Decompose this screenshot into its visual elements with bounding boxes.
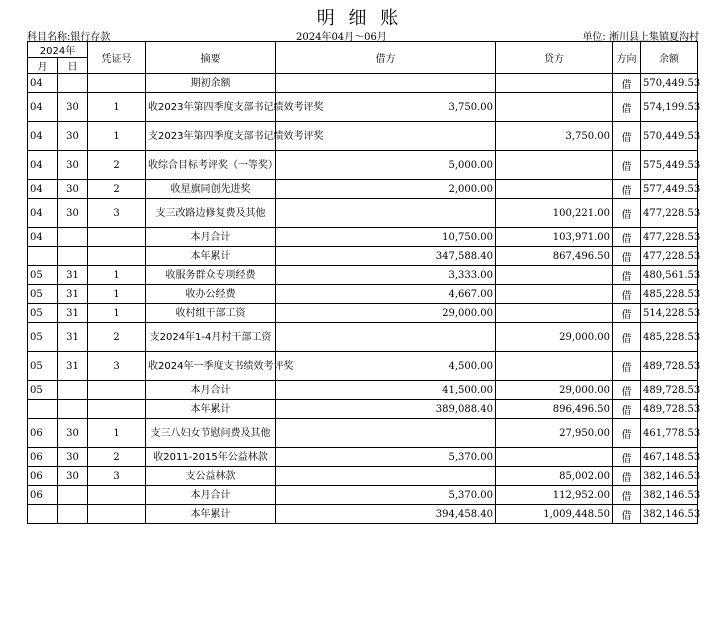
summary-cell: 本月合计 (146, 228, 276, 247)
month-cell: 05 (28, 304, 58, 323)
table-row (28, 505, 698, 524)
ledger-body (28, 74, 701, 524)
day-cell (58, 228, 88, 247)
balance-cell: 577,449.53 (641, 180, 698, 199)
credit-cell: 3,750.00 (496, 122, 613, 151)
summary-cell: 支三改路边修复费及其他 (146, 199, 276, 228)
ledger-unit: 单位: 淅川县上集镇夏沟村 (582, 32, 699, 43)
voucher-cell: 3 (88, 467, 146, 486)
credit-cell (496, 93, 613, 122)
table-row (28, 323, 698, 352)
voucher-cell: 1 (88, 122, 146, 151)
month-cell: 04 (28, 151, 58, 180)
credit-cell: 29,000.00 (496, 381, 613, 400)
balance-cell: 489,728.53 (641, 352, 698, 381)
summary-cell: 支公益林款 (146, 467, 276, 486)
month-cell: 05 (28, 285, 58, 304)
balance-cell: 485,228.53 (641, 323, 698, 352)
direction-cell: 借 (613, 381, 641, 400)
balance-cell: 575,449.53 (641, 151, 698, 180)
balance-cell: 382,146.53 (641, 505, 698, 524)
credit-cell: 100,221.00 (496, 199, 613, 228)
day-cell: 31 (58, 304, 88, 323)
credit-cell: 896,496.50 (496, 400, 613, 419)
debit-cell (276, 199, 496, 228)
debit-cell (276, 419, 496, 448)
month-cell: 05 (28, 381, 58, 400)
direction-cell: 借 (613, 228, 641, 247)
debit-cell: 5,370.00 (276, 448, 496, 467)
debit-cell: 3,333.00 (276, 266, 496, 285)
direction-cell: 借 (613, 180, 641, 199)
table-row (28, 467, 698, 486)
credit-cell: 27,950.00 (496, 419, 613, 448)
voucher-cell: 2 (88, 180, 146, 199)
month-cell: 06 (28, 486, 58, 505)
month-cell: 04 (28, 122, 58, 151)
debit-cell (276, 323, 496, 352)
voucher-header: 凭证号 (88, 42, 146, 74)
credit-cell: 112,952.00 (496, 486, 613, 505)
balance-cell: 480,561.53 (641, 266, 698, 285)
voucher-cell (88, 228, 146, 247)
voucher-cell (88, 505, 146, 524)
balance-cell: 477,228.53 (641, 247, 698, 266)
summary-cell: 本月合计 (146, 486, 276, 505)
voucher-cell: 2 (88, 448, 146, 467)
balance-cell: 485,228.53 (641, 285, 698, 304)
summary-cell: 收2011-2015年公益林款 (146, 448, 276, 467)
voucher-cell: 3 (88, 352, 146, 381)
day-cell: 30 (58, 199, 88, 228)
direction-cell: 借 (613, 93, 641, 122)
credit-cell: 1,009,448.50 (496, 505, 613, 524)
voucher-cell: 1 (88, 285, 146, 304)
month-cell: 05 (28, 352, 58, 381)
summary-header: 摘要 (146, 42, 276, 74)
credit-cell (496, 266, 613, 285)
debit-cell: 389,088.40 (276, 400, 496, 419)
day-cell: 30 (58, 448, 88, 467)
balance-cell: 477,228.53 (641, 199, 698, 228)
summary-cell: 期初余额 (146, 74, 276, 93)
month-cell: 04 (28, 199, 58, 228)
direction-cell: 借 (613, 304, 641, 323)
table-row (28, 180, 698, 199)
debit-cell: 3,750.00 (276, 93, 496, 122)
summary-cell: 本月合计 (146, 381, 276, 400)
day-cell (58, 381, 88, 400)
debit-cell: 41,500.00 (276, 381, 496, 400)
credit-cell: 85,002.00 (496, 467, 613, 486)
day-cell: 31 (58, 266, 88, 285)
debit-cell: 394,458.40 (276, 505, 496, 524)
day-cell: 30 (58, 151, 88, 180)
voucher-cell (88, 381, 146, 400)
credit-cell (496, 151, 613, 180)
month-cell: 04 (28, 74, 58, 93)
table-row (28, 400, 698, 419)
month-cell: 06 (28, 419, 58, 448)
summary-cell: 本年累计 (146, 400, 276, 419)
credit-cell: 29,000.00 (496, 323, 613, 352)
direction-cell: 借 (613, 448, 641, 467)
direction-cell: 借 (613, 122, 641, 151)
debit-cell (276, 74, 496, 93)
balance-cell: 489,728.53 (641, 400, 698, 419)
summary-cell: 本年累计 (146, 505, 276, 524)
balance-cell: 570,449.53 (641, 122, 698, 151)
day-cell (58, 486, 88, 505)
direction-cell: 借 (613, 199, 641, 228)
direction-cell: 借 (613, 352, 641, 381)
credit-cell (496, 448, 613, 467)
credit-cell (496, 304, 613, 323)
table-row (28, 486, 698, 505)
month-cell: 04 (28, 228, 58, 247)
credit-cell (496, 352, 613, 381)
balance-cell: 570,449.53 (641, 74, 698, 93)
table-row (28, 93, 698, 122)
table-row (28, 352, 698, 381)
month-cell (28, 505, 58, 524)
debit-cell: 5,370.00 (276, 486, 496, 505)
voucher-cell (88, 247, 146, 266)
day-cell (58, 74, 88, 93)
direction-cell: 借 (613, 247, 641, 266)
voucher-cell: 2 (88, 323, 146, 352)
table-row (28, 228, 698, 247)
summary-cell: 本年累计 (146, 247, 276, 266)
voucher-cell: 1 (88, 93, 146, 122)
month-cell: 06 (28, 467, 58, 486)
voucher-cell (88, 400, 146, 419)
day-header: 日 (58, 58, 88, 74)
credit-cell: 103,971.00 (496, 228, 613, 247)
table-row (28, 247, 698, 266)
balance-header: 余额 (641, 42, 698, 74)
day-cell: 31 (58, 323, 88, 352)
day-cell (58, 247, 88, 266)
ledger-period: 2024年04月～06月 (296, 32, 387, 43)
direction-cell: 借 (613, 505, 641, 524)
direction-cell: 借 (613, 151, 641, 180)
balance-cell: 382,146.53 (641, 467, 698, 486)
summary-cell: 收星旗同创先进奖 (146, 180, 276, 199)
balance-cell: 489,728.53 (641, 381, 698, 400)
voucher-cell: 1 (88, 266, 146, 285)
month-cell: 04 (28, 93, 58, 122)
direction-cell: 借 (613, 400, 641, 419)
month-cell: 06 (28, 448, 58, 467)
month-cell (28, 247, 58, 266)
table-row (28, 199, 698, 228)
direction-cell: 借 (613, 266, 641, 285)
summary-cell: 支三八妇女节慰问费及其他 (146, 419, 276, 448)
voucher-cell: 1 (88, 419, 146, 448)
year-header: 2024年 (28, 42, 88, 58)
table-row (28, 122, 698, 151)
month-cell (28, 400, 58, 419)
debit-cell: 4,500.00 (276, 352, 496, 381)
table-row (28, 266, 698, 285)
credit-cell (496, 285, 613, 304)
table-row (28, 419, 698, 448)
day-cell: 30 (58, 122, 88, 151)
direction-cell: 借 (613, 419, 641, 448)
voucher-cell: 3 (88, 199, 146, 228)
summary-cell: 支2023年第四季度支部书记绩效考评奖 (146, 122, 276, 151)
voucher-cell: 1 (88, 304, 146, 323)
debit-cell: 10,750.00 (276, 228, 496, 247)
month-header: 月 (28, 58, 58, 74)
voucher-cell (88, 74, 146, 93)
day-cell (58, 505, 88, 524)
debit-cell: 347,588.40 (276, 247, 496, 266)
debit-cell: 2,000.00 (276, 180, 496, 199)
month-cell: 05 (28, 323, 58, 352)
balance-cell: 514,228.53 (641, 304, 698, 323)
direction-header: 方向 (613, 42, 641, 74)
table-row (28, 285, 698, 304)
direction-cell: 借 (613, 323, 641, 352)
summary-cell: 收2023年第四季度支部书记绩效考评奖 (146, 93, 276, 122)
day-cell (58, 400, 88, 419)
table-row (28, 74, 698, 93)
balance-cell: 461,778.53 (641, 419, 698, 448)
balance-cell: 467,148.53 (641, 448, 698, 467)
month-cell: 05 (28, 266, 58, 285)
debit-header: 借方 (276, 42, 496, 74)
debit-cell: 29,000.00 (276, 304, 496, 323)
day-cell: 30 (58, 467, 88, 486)
debit-cell: 4,667.00 (276, 285, 496, 304)
voucher-cell (88, 486, 146, 505)
day-cell: 31 (58, 352, 88, 381)
summary-cell: 支2024年1-4月村干部工资 (146, 323, 276, 352)
summary-cell: 收服务群众专项经费 (146, 266, 276, 285)
table-row (28, 151, 698, 180)
summary-cell: 收综合目标考评奖（一等奖） (146, 151, 276, 180)
credit-cell (496, 74, 613, 93)
direction-cell: 借 (613, 285, 641, 304)
day-cell: 30 (58, 419, 88, 448)
ledger-title: 明 细 账 (316, 8, 403, 29)
credit-header: 贷方 (496, 42, 613, 74)
credit-cell: 867,496.50 (496, 247, 613, 266)
day-cell: 31 (58, 285, 88, 304)
account-subject: 科目名称:银行存款 (27, 32, 111, 43)
summary-cell: 收2024年一季度支书绩效考评奖 (146, 352, 276, 381)
table-row (28, 448, 698, 467)
day-cell: 30 (58, 93, 88, 122)
ledger-table (27, 41, 701, 524)
direction-cell: 借 (613, 486, 641, 505)
direction-cell: 借 (613, 467, 641, 486)
summary-cell: 收办公经费 (146, 285, 276, 304)
debit-cell: 5,000.00 (276, 151, 496, 180)
direction-cell: 借 (613, 74, 641, 93)
summary-cell: 收村组干部工资 (146, 304, 276, 323)
table-row (28, 381, 698, 400)
balance-cell: 574,199.53 (641, 93, 698, 122)
balance-cell: 382,146.53 (641, 486, 698, 505)
day-cell: 30 (58, 180, 88, 199)
credit-cell (496, 180, 613, 199)
debit-cell (276, 467, 496, 486)
voucher-cell: 2 (88, 151, 146, 180)
month-cell: 04 (28, 180, 58, 199)
balance-cell: 477,228.53 (641, 228, 698, 247)
table-row (28, 304, 698, 323)
